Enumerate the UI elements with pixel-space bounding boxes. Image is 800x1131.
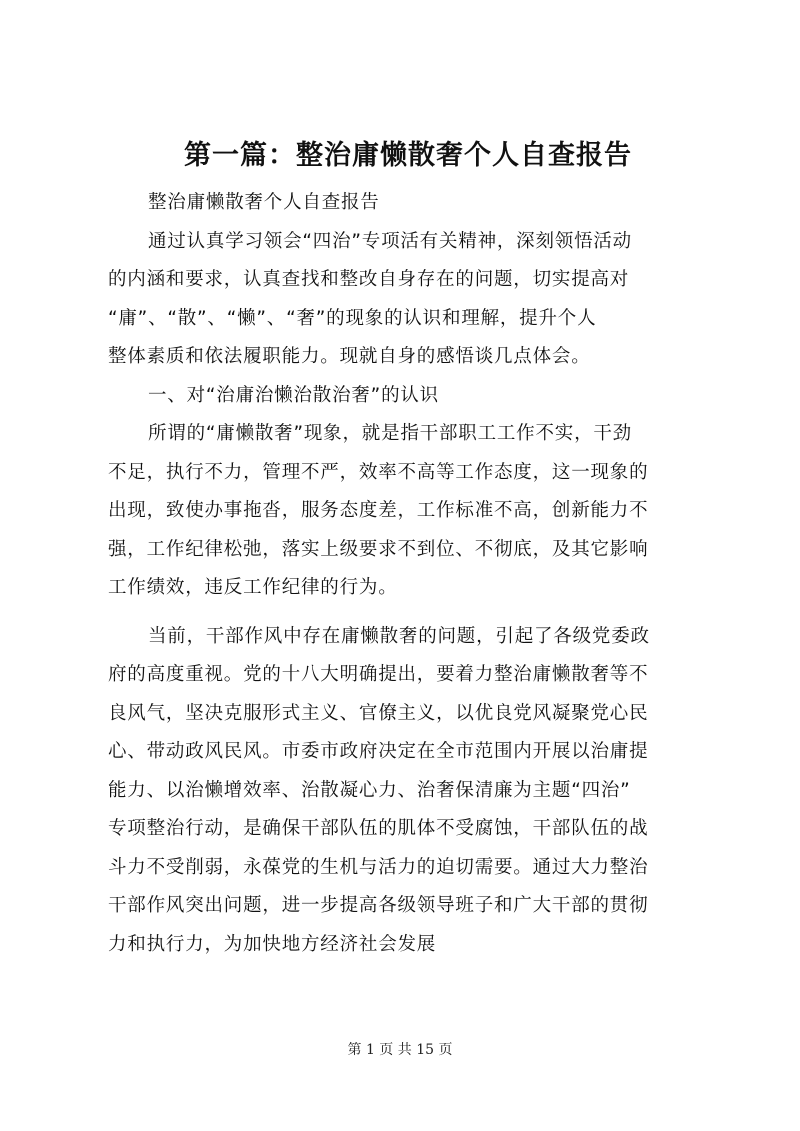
body-line: 专项整治行动，是确保干部队伍的肌体不受腐蚀，干部队伍的战 bbox=[108, 818, 649, 839]
body-line: 整治庸懒散奢个人自查报告 bbox=[148, 192, 380, 213]
body-line: 工作绩效，违反工作纪律的行为。 bbox=[108, 577, 398, 598]
body-line: 一、对“治庸治懒治散治奢”的认识 bbox=[148, 384, 439, 406]
body-line: 通过认真学习领会“四治”专项活有关精神，深刻领悟活动 bbox=[148, 230, 632, 252]
body-line: 的内涵和要求，认真查找和整改自身存在的问题，切实提高对 bbox=[108, 269, 630, 290]
body-line: 出现，致使办事拖沓，服务态度差，工作标准不高，创新能力不 bbox=[108, 500, 649, 521]
paragraph-gap bbox=[108, 608, 704, 618]
document-title: 第一篇：整治庸懒散奢个人自查报告 bbox=[184, 140, 632, 171]
document-body bbox=[108, 184, 704, 964]
body-line: 强，工作纪律松弛，落实上级要求不到位、不彻底，及其它影响 bbox=[108, 538, 649, 560]
body-line: 不足，执行不力，管理不严，效率不高等工作态度，这一现象的 bbox=[108, 461, 649, 483]
body-line: 良风气，坚决克服形式主义、官僚主义，以优良党风凝聚党心民 bbox=[108, 702, 649, 724]
body-line: 力和执行力，为加快地方经济社会发展 bbox=[108, 933, 437, 955]
page-footer: 第 1 页 共 15 页 bbox=[347, 1042, 453, 1058]
body-line: 整体素质和依法履职能力。现就自身的感悟谈几点体会。 bbox=[108, 346, 591, 367]
body-line: 能力、以治懒增效率、治散凝心力、治奢保清廉为主题“四治” bbox=[108, 779, 631, 801]
body-line: 心、带动政风民风。市委市政府决定在全市范围内开展以治庸提 bbox=[108, 741, 649, 762]
body-line: 府的高度重视。党的十八大明确提出，要着力整治庸懒散奢等不 bbox=[108, 664, 649, 685]
body-line: 干部作风突出问题，进一步提高各级领导班子和广大干部的贯彻 bbox=[108, 895, 649, 916]
body-line: 斗力不受削弱，永葆党的生机与活力的迫切需要。通过大力整治 bbox=[108, 856, 649, 878]
body-line: 所谓的“庸懒散奢”现象，就是指干部职工工作不实，干劲 bbox=[148, 423, 632, 444]
body-line: 当前，干部作风中存在庸懒散奢的问题，引起了各级党委政 bbox=[148, 625, 650, 647]
body-line: “庸”、“散”、“懒”、“奢”的现象的认识和理解，提升个人 bbox=[108, 307, 597, 329]
